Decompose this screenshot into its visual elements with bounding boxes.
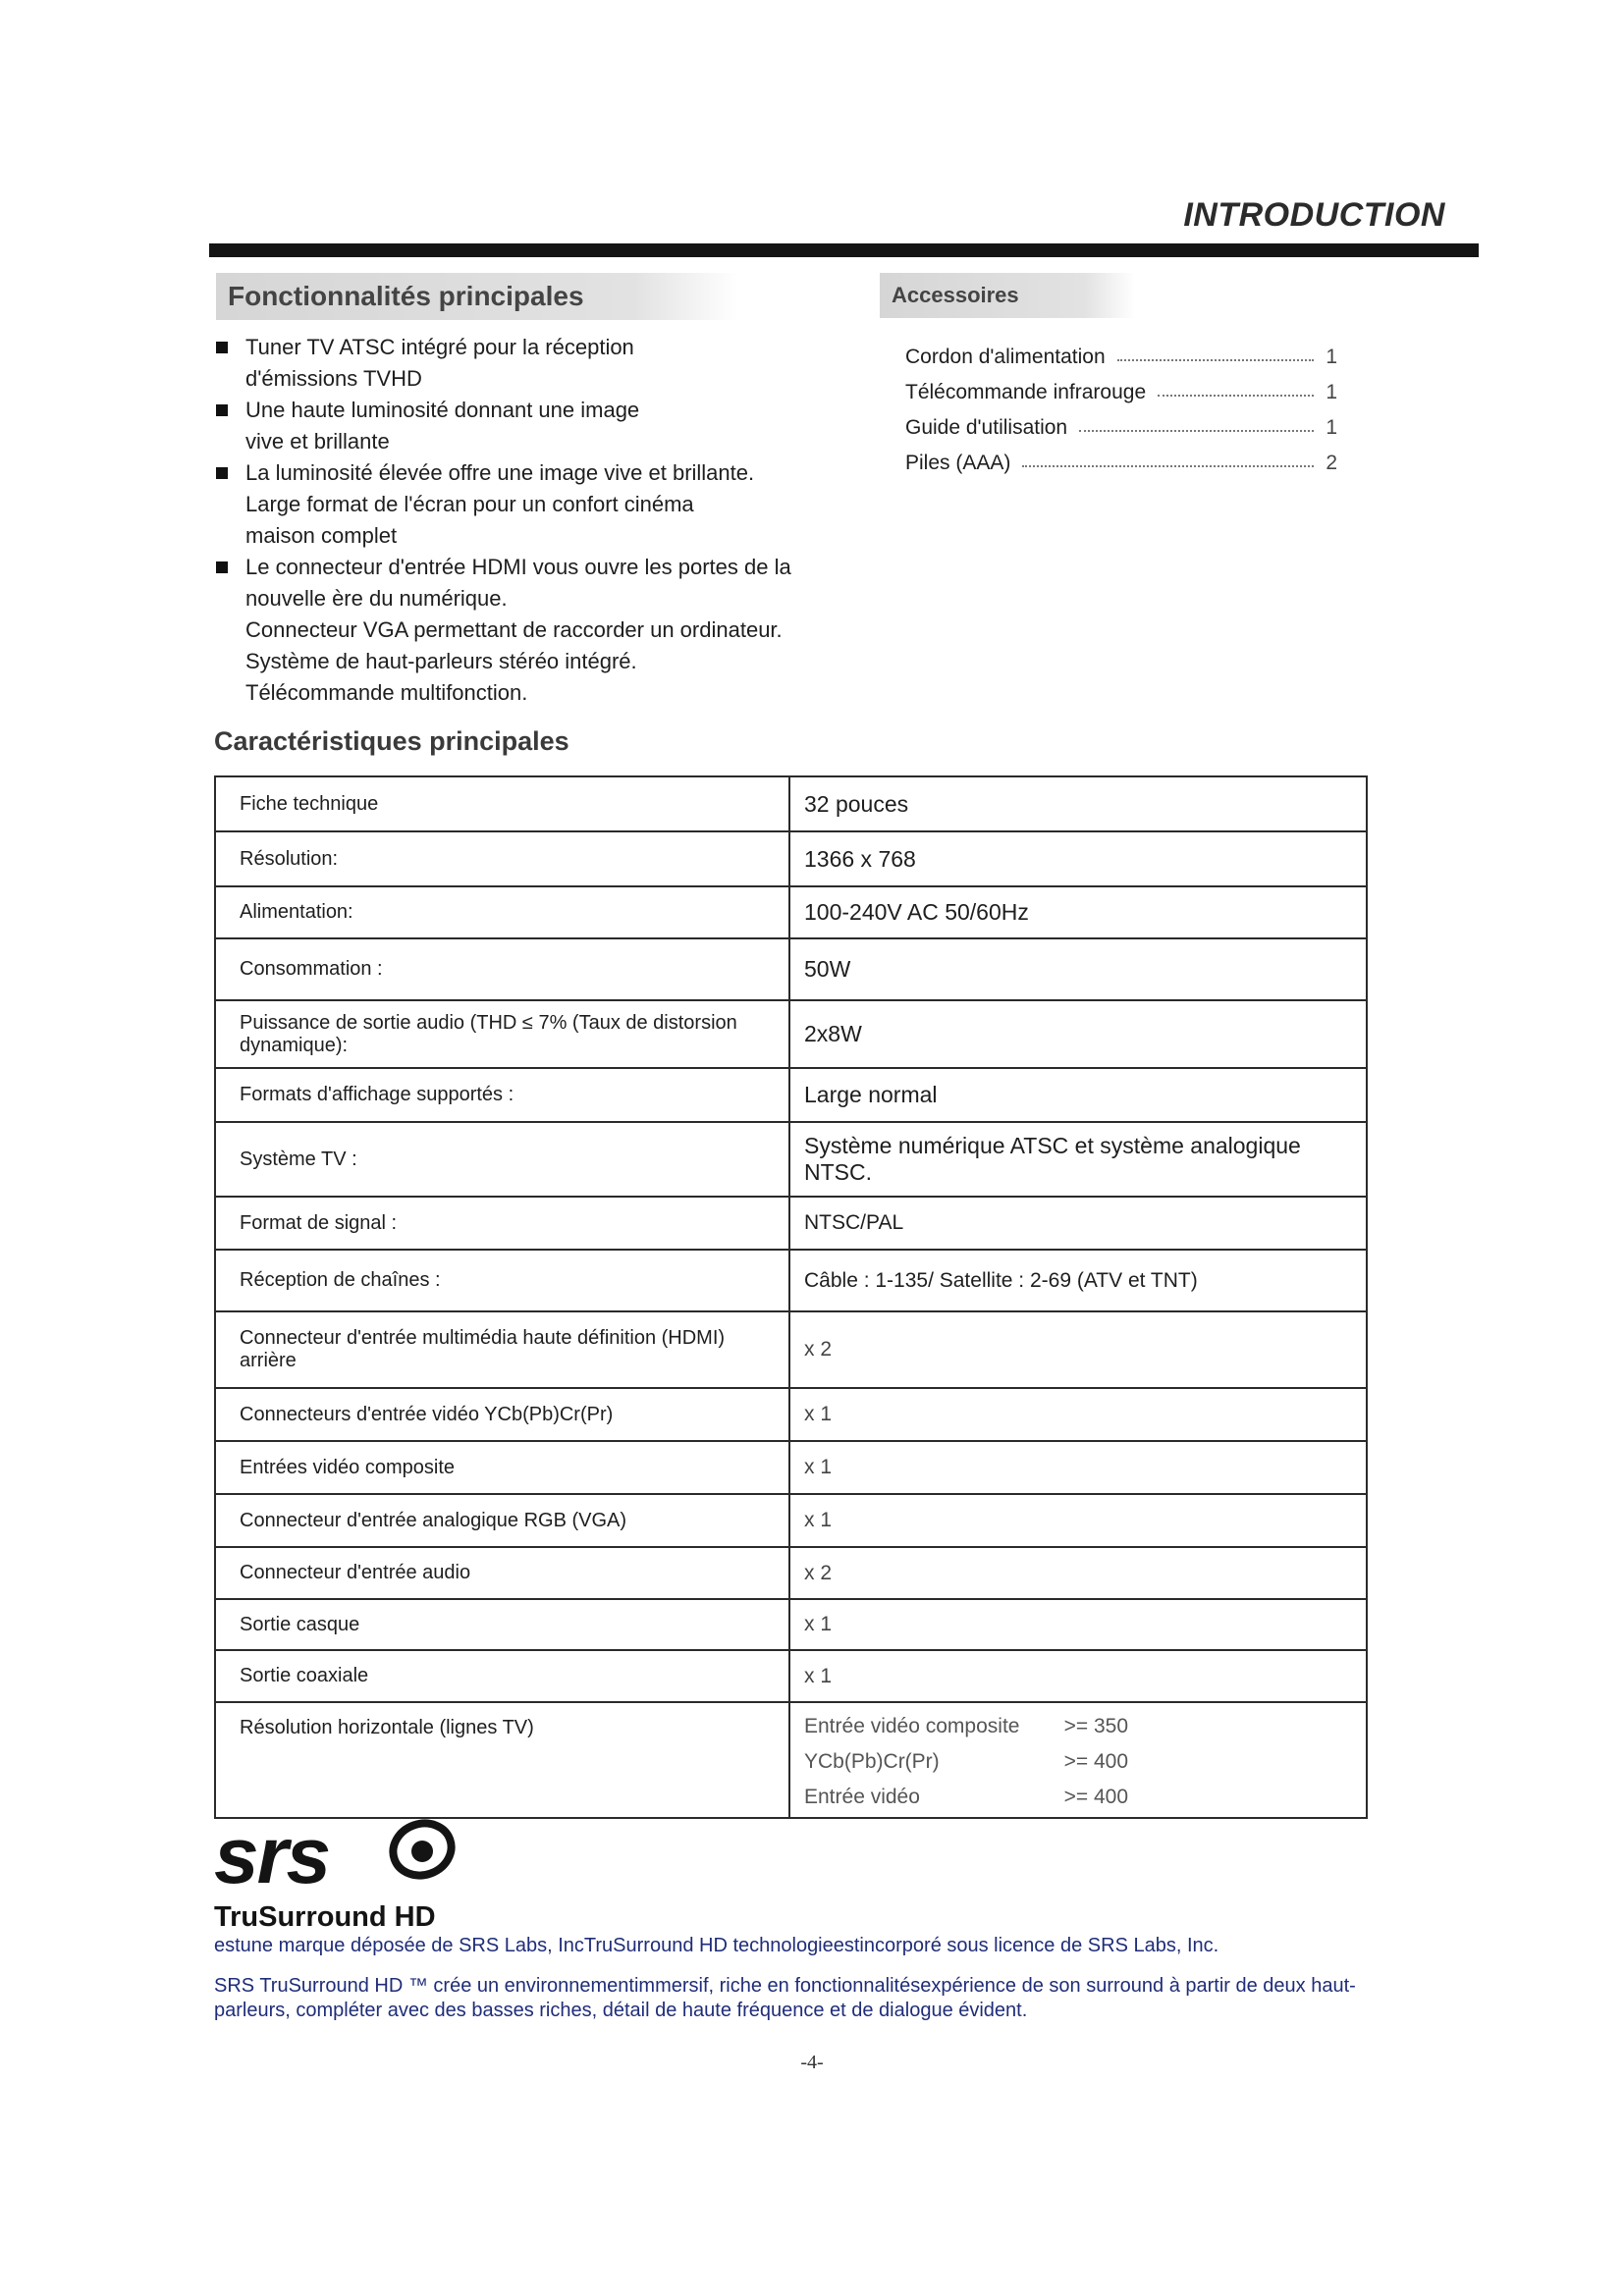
srs-description-text: SRS TruSurround HD ™ crée un environnementimmersif, riche en fonctionnalitésexpérience de son surround à partir de deux haut-parleurs, compléter avec des basses riches, détail de haute fréquence et de dialogue évident.: [214, 1975, 1356, 2021]
resolution-value: >= 350: [1063, 1715, 1128, 1737]
accessory-label: Piles (AAA): [905, 452, 1011, 474]
spec-value: 50W: [789, 938, 1367, 1000]
srs-logo-subtitle: TruSurround HD: [214, 1901, 436, 1932]
spec-label: Puissance de sortie audio (THD ≤ 7% (Taux de distorsion dynamique):: [215, 1000, 789, 1068]
table-row: [215, 1000, 1367, 1068]
table-row: [215, 1311, 1367, 1388]
specs-heading: Caractéristiques principales: [214, 726, 569, 756]
feature-line: Système de haut-parleurs stéréo intégré.: [245, 649, 637, 673]
bullet-square-icon: [216, 404, 228, 416]
leader-dots: [1117, 358, 1314, 361]
accessory-qty: 1: [1326, 381, 1337, 403]
spec-value: x 2: [789, 1311, 1367, 1388]
table-row: [215, 1547, 1367, 1599]
srs-notice: [214, 1929, 1392, 2035]
spec-value: Large normal: [789, 1068, 1367, 1122]
spec-value: x 1: [789, 1388, 1367, 1441]
srs-trusurround-logo: [214, 1816, 469, 1932]
accessory-item: [905, 440, 1337, 475]
spec-value: x 1: [789, 1441, 1367, 1494]
accessory-label: Cordon d'alimentation: [905, 346, 1106, 368]
feature-line: vive et brillante: [245, 429, 390, 454]
leader-dots: [1158, 394, 1314, 397]
accessory-item: [905, 369, 1337, 404]
accessories-list: [905, 334, 1337, 475]
table-row: [215, 831, 1367, 886]
spec-label: Format de signal :: [215, 1197, 789, 1250]
srs-logo-wordmark: srs: [214, 1816, 330, 1900]
feature-line: nouvelle ère du numérique.: [245, 586, 508, 611]
table-row: [215, 1441, 1367, 1494]
spec-label: Connecteur d'entrée analogique RGB (VGA): [215, 1494, 789, 1547]
spec-value: x 1: [789, 1650, 1367, 1702]
spec-value: x 2: [789, 1547, 1367, 1599]
bullet-square-icon: [216, 467, 228, 479]
accessory-qty: 1: [1326, 346, 1337, 368]
table-row: [215, 938, 1367, 1000]
resolution-value: >= 400: [1063, 1786, 1128, 1808]
table-row: [215, 1650, 1367, 1702]
spec-label: Connecteurs d'entrée vidéo YCb(Pb)Cr(Pr): [215, 1388, 789, 1441]
table-row: [215, 1197, 1367, 1250]
accessory-item: [905, 404, 1337, 440]
spec-value: x 1: [789, 1494, 1367, 1547]
resolution-name: YCb(Pb)Cr(Pr): [804, 1750, 940, 1773]
spec-label: Sortie casque: [215, 1599, 789, 1650]
spec-value: 100-240V AC 50/60Hz: [789, 886, 1367, 938]
resolution-entry: [804, 1780, 1128, 1815]
table-row: [215, 1494, 1367, 1547]
spec-label: Consommation :: [215, 938, 789, 1000]
features-list: [216, 332, 884, 709]
spec-value-resolution: [789, 1702, 1367, 1818]
feature-item: [216, 332, 884, 395]
resolution-entry: [804, 1709, 1128, 1744]
accessories-heading: Accessoires: [880, 273, 1135, 318]
table-row: [215, 1388, 1367, 1441]
resolution-entry: [804, 1744, 1128, 1780]
section-title: INTRODUCTION: [1183, 196, 1445, 234]
spec-value: NTSC/PAL: [789, 1197, 1367, 1250]
spec-value: 2x8W: [789, 1000, 1367, 1068]
spec-label: Alimentation:: [215, 886, 789, 938]
table-row: [215, 1702, 1367, 1818]
table-row: [215, 1068, 1367, 1122]
accessory-qty: 2: [1326, 452, 1337, 474]
spec-value: 32 pouces: [789, 776, 1367, 831]
spec-label: Réception de chaînes :: [215, 1250, 789, 1311]
accessory-label: Guide d'utilisation: [905, 416, 1068, 439]
srs-circle-icon: [386, 1816, 459, 1884]
spec-value: 1366 x 768: [789, 831, 1367, 886]
feature-line: Connecteur VGA permettant de raccorder un ordinateur.: [245, 617, 783, 642]
feature-item: [216, 552, 884, 709]
accessory-label: Télécommande infrarouge: [905, 381, 1147, 403]
page-number: -4-: [800, 2052, 824, 2073]
srs-trademark-text: estune marque déposée de SRS Labs, IncTruSurround HD technologieestincorporé sous licence de SRS Labs, Inc.: [214, 1935, 1219, 1956]
feature-item: [216, 395, 884, 457]
spec-label: Fiche technique: [215, 776, 789, 831]
spec-label: Formats d'affichage supportés :: [215, 1068, 789, 1122]
spec-label: Résolution:: [215, 831, 789, 886]
feature-line: Une haute luminosité donnant une image: [245, 398, 640, 422]
feature-line: Le connecteur d'entrée HDMI vous ouvre les portes de la: [245, 555, 791, 579]
table-row: [215, 776, 1367, 831]
bullet-square-icon: [216, 342, 228, 353]
features-heading: Fonctionnalités principales: [216, 273, 738, 320]
bullet-square-icon: [216, 561, 228, 573]
feature-line: d'émissions TVHD: [245, 366, 422, 391]
feature-line: Télécommande multifonction.: [245, 680, 528, 705]
table-row: [215, 1599, 1367, 1650]
header-rule: [209, 243, 1479, 257]
spec-label: Entrées vidéo composite: [215, 1441, 789, 1494]
accessory-item: [905, 334, 1337, 369]
specs-table: [214, 775, 1368, 1819]
feature-line: Tuner TV ATSC intégré pour la réception: [245, 335, 634, 359]
spec-value: Câble : 1-135/ Satellite : 2-69 (ATV et TNT): [789, 1250, 1367, 1311]
leader-dots: [1022, 464, 1314, 467]
table-row: [215, 1122, 1367, 1197]
spec-label: Résolution horizontale (lignes TV): [215, 1702, 789, 1818]
feature-line: Large format de l'écran pour un confort cinéma: [245, 492, 694, 516]
feature-item: [216, 457, 884, 552]
leader-dots: [1079, 429, 1314, 432]
feature-line: La luminosité élevée offre une image vive et brillante.: [245, 460, 755, 485]
spec-label: Sortie coaxiale: [215, 1650, 789, 1702]
resolution-name: Entrée vidéo composite: [804, 1715, 1020, 1737]
spec-label: Connecteur d'entrée audio: [215, 1547, 789, 1599]
resolution-value: >= 400: [1063, 1750, 1128, 1773]
spec-label: Système TV :: [215, 1122, 789, 1197]
spec-value: Système numérique ATSC et système analogique NTSC.: [789, 1122, 1367, 1197]
accessory-qty: 1: [1326, 416, 1337, 439]
spec-label: Connecteur d'entrée multimédia haute définition (HDMI) arrière: [215, 1311, 789, 1388]
table-row: [215, 886, 1367, 938]
feature-line: maison complet: [245, 523, 398, 548]
spec-value: x 1: [789, 1599, 1367, 1650]
resolution-name: Entrée vidéo: [804, 1786, 920, 1808]
table-row: [215, 1250, 1367, 1311]
